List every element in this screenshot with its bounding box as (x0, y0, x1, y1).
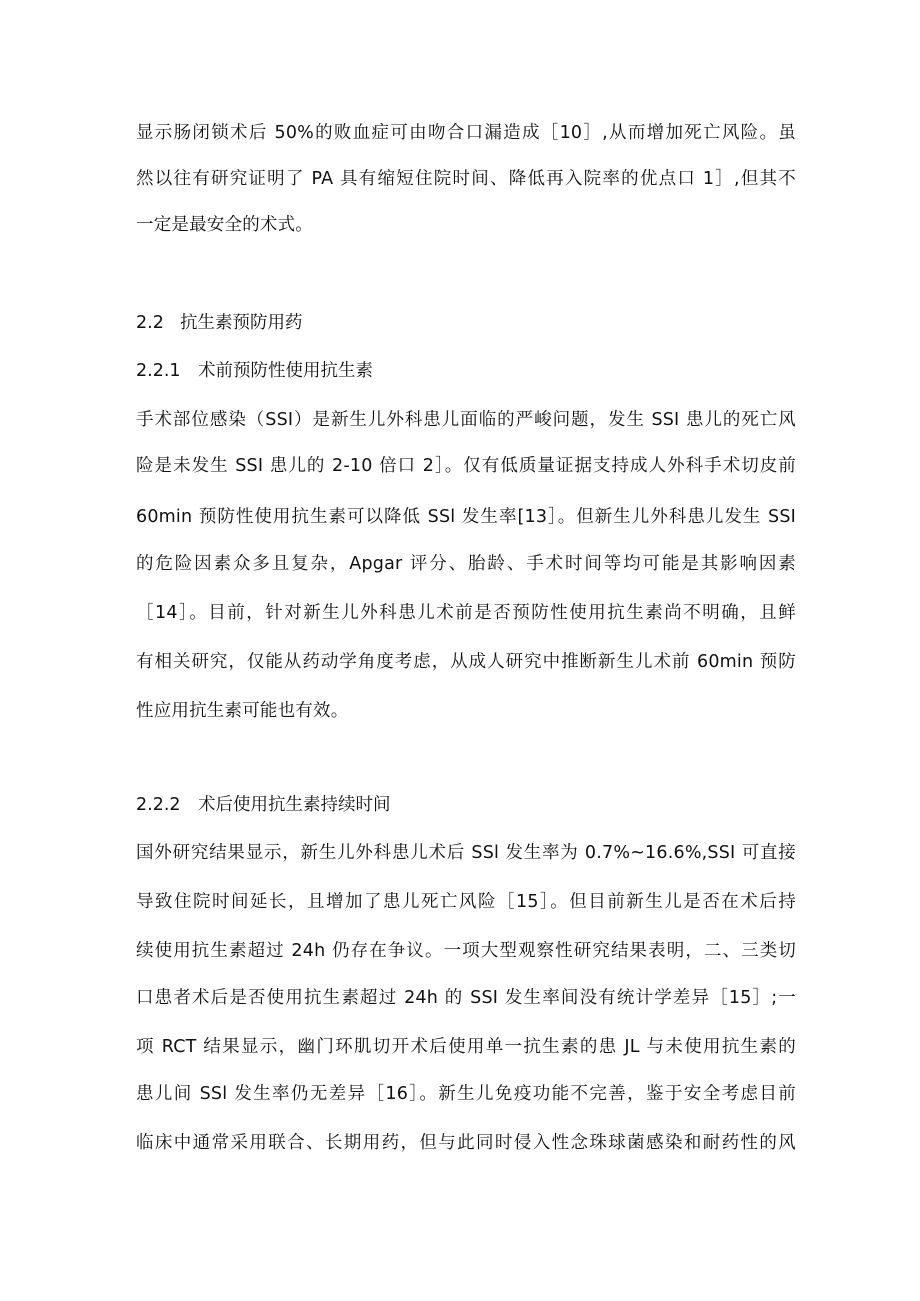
paragraph-line: 然以往有研究证明了 PA 具有缩短住院时间、降低再入院率的优点口 1］,但其不 (136, 169, 796, 189)
paragraph-line: 续使用抗生素超过 24h 仍存在争议。一项大型观察性研究结果表明，二、三类切 (136, 941, 796, 961)
paragraph-line: 的危险因素众多且复杂，Apgar 评分、胎龄、手术时间等均可能是其影响因素 (136, 554, 796, 574)
paragraph-line: 显示肠闭锁术后 50%的败血症可由吻合口漏造成［10］,从而增加死亡风险。虽 (136, 123, 796, 143)
paragraph-line: 临床中通常采用联合、长期用药，但与此同时侵入性念珠球菌感染和耐药性的风 (136, 1133, 796, 1153)
paragraph-line: 导致住院时间延长，且增加了患儿死亡风险［15］。但目前新生儿是否在术后持 (136, 892, 796, 912)
section-title: 术后使用抗生素持续时间 (198, 795, 391, 815)
section-heading-2-2-2 (136, 793, 391, 817)
paragraph-line: 手术部位感染（SSI）是新生儿外科患儿面临的严峻问题，发生 SSI 患儿的死亡风 (136, 410, 796, 430)
paragraph-line: 一定是最安全的术式。 (136, 215, 313, 235)
paragraph-line: 60min 预防性使用抗生素可以降低 SSl 发生率[13］。但新生儿外科患儿发生 SSI (136, 507, 796, 527)
paragraph-line: 项 RCT 结果显示，幽门环肌切开术后使用单一抗生素的患 JL 与未使用抗生素的 (136, 1037, 796, 1057)
section-number: 2.2.2 (136, 795, 181, 815)
section-number: 2.2 (136, 313, 164, 333)
section-title: 术前预防性使用抗生素 (198, 361, 373, 381)
section-heading-2-2 (136, 311, 303, 335)
paragraph-line: 有相关研究，仅能从药动学角度考虑，从成人研究中推断新生儿术前 60min 预防 (136, 652, 796, 672)
paragraph-line: 险是未发生 SSI 患儿的 2-10 倍口 2］。仅有低质量证据支持成人外科手术切皮前 (136, 456, 796, 476)
paragraph-line: 口患者术后是否使用抗生素超过 24h 的 SSI 发生率间没有统计学差异［15］;一 (136, 988, 796, 1008)
paragraph-line: 国外研究结果显示，新生儿外科患儿术后 SSl 发生率为 0.7%~16.6%,SSI 可直接 (136, 843, 796, 863)
section-heading-2-2-1 (136, 359, 373, 383)
paragraph-line: 患儿间 SSl 发生率仍无差异［16］。新生儿免疫功能不完善，鉴于安全考虑目前 (136, 1084, 796, 1104)
section-number: 2.2.1 (136, 361, 181, 381)
section-title: 抗生素预防用药 (180, 313, 303, 333)
paragraph-line: 性应用抗生素可能也有效。 (136, 701, 349, 721)
paragraph-line: ［14］。目前，针对新生儿外科患儿术前是否预防性使用抗生素尚不明确，且鲜 (136, 603, 796, 623)
